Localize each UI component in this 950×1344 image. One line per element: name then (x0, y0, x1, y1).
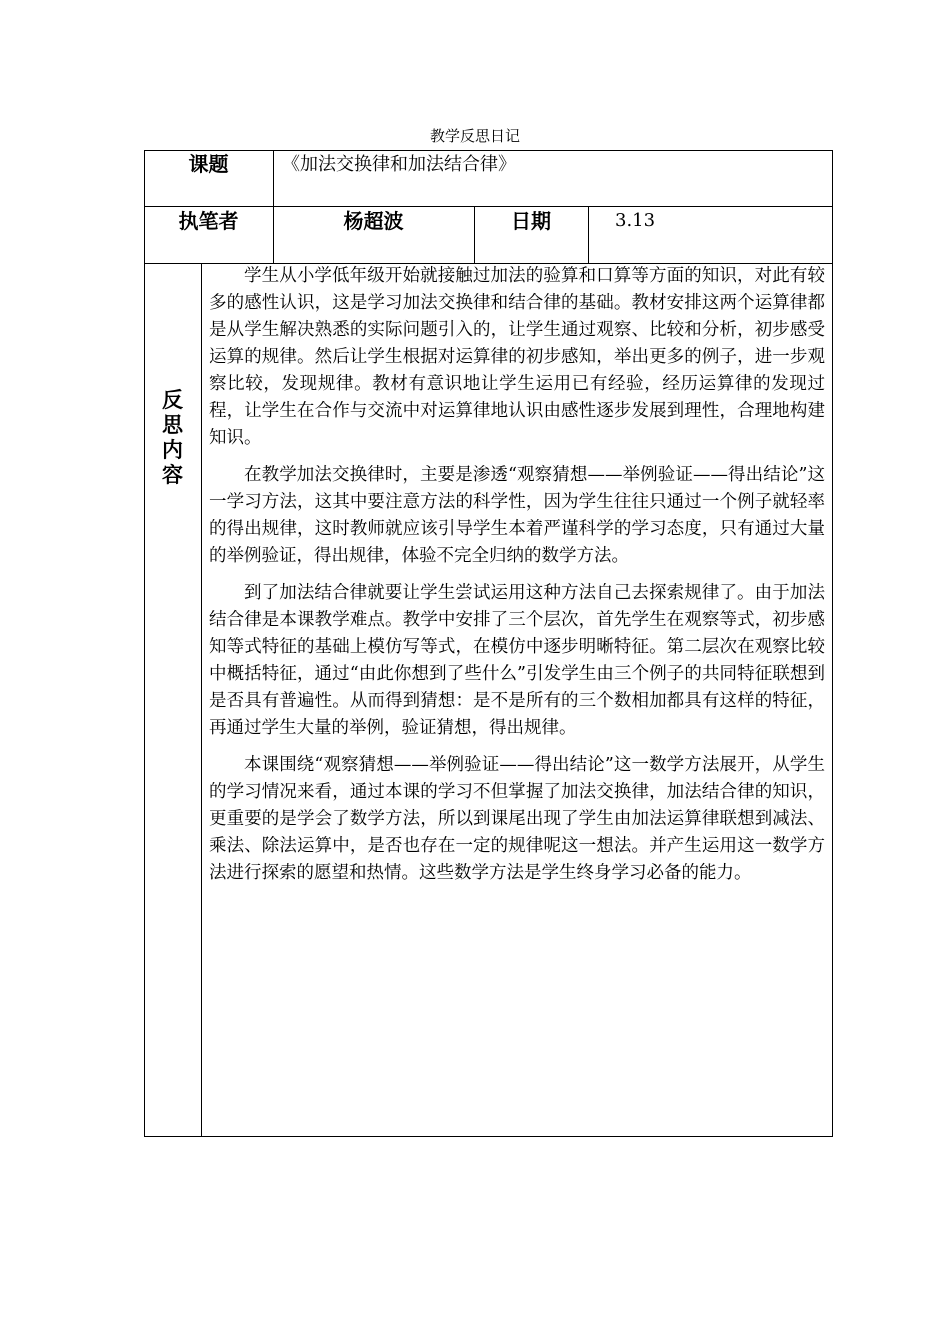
reflection-paragraph: 到了加法结合律就要让学生尝试运用这种方法自己去探索规律了。由于加法结合律是本课教学难点。教学中安排了三个层次，首先学生在观察等式，初步感知等式特征的基础上模仿写等式，在模仿中逐步明晰特征。第二层次在观察比较中概括特征，通过“由此你想到了些什么”引发学生由三个例子的共同特征联想到是否具有普遍性。从而得到猜想：是不是所有的三个数相加都具有这样的特征，再通过学生大量的举例，验证猜想，得出规律。 (209, 583, 825, 738)
label-char: 思 (162, 413, 183, 437)
table-row-divider (144, 206, 833, 207)
document-title: 教学反思日记 (429, 127, 520, 145)
date-value: 3.13 (615, 210, 656, 231)
reflection-content (209, 263, 825, 897)
table-col-divider (273, 150, 274, 263)
label-char: 容 (162, 463, 183, 487)
reflection-paragraph: 本课围绕“观察猜想——举例验证——得出结论”这一数学方法展开，从学生的学习情况来看，通过本课的学习不但掌握了加法交换律，加法结合律的知识，更重要的是学会了数学方法，所以到课尾出现了学生由加法运算律联想到减法、乘法、除法运算中，是否也存在一定的规律呢这一想法。并产生运用这一数学方法进行探索的愿望和热情。这些数学方法是学生终身学习必备的能力。 (209, 755, 825, 883)
reflection-content-label (144, 388, 201, 488)
table-col-divider (201, 263, 202, 1136)
reflection-paragraph: 学生从小学低年级开始就接触过加法的验算和口算等方面的知识，对此有较多的感性认识，这是学习加法交换律和结合律的基础。教材安排这两个运算律都是从学生解决熟悉的实际问题引入的，让学生通过观察、比较和分析，初步感受运算的规律。然后让学生根据对运算律的初步感知，举出更多的例子，进一步观察比较，发现规律。教材有意识地让学生运用已有经验，经历运算律的发现过程，让学生在合作与交流中对运算律地认识由感性逐步发展到理性，合理地构建知识。 (209, 266, 825, 448)
author-label: 执笔者 (178, 209, 239, 233)
table-border-bottom (144, 1136, 833, 1137)
date-label: 日期 (511, 209, 551, 233)
topic-label: 课题 (188, 152, 229, 176)
reflection-paragraph: 在教学加法交换律时，主要是渗透“观察猜想——举例验证——得出结论”这一学习方法，这其中要注意方法的科学性，因为学生往往只通过一个例子就轻率的得出规律，这时教师就应该引导学生本着严谨科学的学习态度，只有通过大量的举例验证，得出规律，体验不完全归纳的数学方法。 (209, 465, 825, 566)
label-char: 内 (162, 438, 183, 462)
label-char: 反 (162, 388, 183, 412)
author-value: 杨超波 (343, 209, 404, 233)
table-border-right (832, 150, 833, 1137)
table-border-left (144, 150, 145, 1137)
table-col-divider (588, 206, 589, 263)
topic-value: 《加法交换律和加法结合律》 (282, 154, 516, 175)
